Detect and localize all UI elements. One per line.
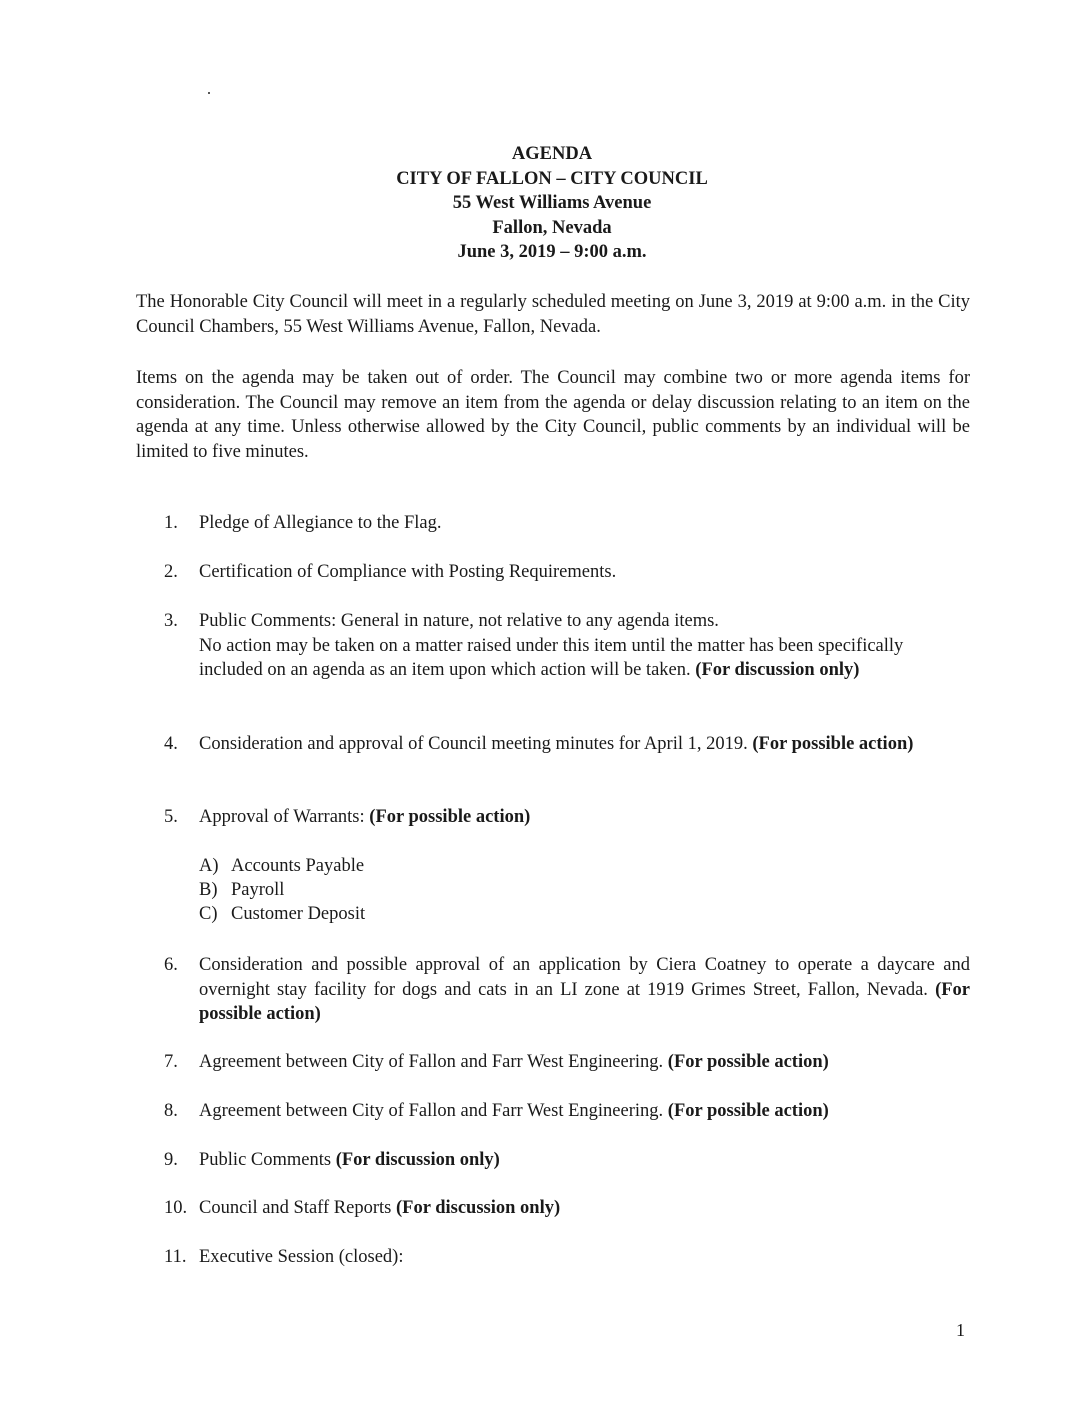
item-text: Executive Session (closed): [199, 1247, 404, 1267]
header-date: June 3, 2019 – 9:00 a.m. [457, 242, 647, 262]
agenda-item-2 [164, 560, 970, 585]
item-number: 3. [164, 611, 178, 631]
item-text: Agreement between City of Fallon and Farr West Engineering. [199, 1101, 664, 1121]
item-text: Agreement between City of Fallon and Farr West Engineering. [199, 1052, 664, 1072]
scan-speck [208, 92, 210, 94]
item-action: (For possible action) [199, 979, 970, 1024]
item-number: 7. [164, 1052, 178, 1072]
agenda-item-4 [164, 732, 970, 757]
item-number: 4. [164, 734, 178, 754]
agenda-item-1 [164, 511, 970, 536]
agenda-header [0, 142, 1082, 265]
sub-item-text: Accounts Payable [231, 856, 365, 876]
item-number: 6. [164, 955, 178, 975]
item-action: (For possible action) [752, 734, 914, 754]
item-action: (For discussion only) [335, 1150, 500, 1170]
item-number: 10. [164, 1198, 188, 1218]
agenda-item-3 [164, 609, 970, 683]
agenda-item-8 [164, 1099, 970, 1124]
header-city: Fallon, Nevada [492, 217, 612, 238]
item-number: 1. [164, 513, 178, 533]
item-text: Public Comments [199, 1150, 332, 1170]
item-number: 11. [164, 1247, 187, 1267]
sub-item-letter: C) [199, 904, 218, 924]
item-text: Certification of Compliance with Posting Requirements. [199, 562, 617, 582]
item-action: (For possible action) [667, 1052, 829, 1072]
sub-item-a [199, 854, 364, 879]
header-organization: CITY OF FALLON – CITY COUNCIL [396, 168, 708, 189]
item-text: Approval of Warrants: [199, 807, 365, 827]
item-action: (For discussion only) [395, 1198, 561, 1218]
page-number: 1 [956, 1320, 965, 1340]
item-number: 5. [164, 807, 178, 827]
intro-paragraph-1: The Honorable City Council will meet in a regularly scheduled meeting on June 3, 2019 at 9:00 a.m. in the City Council Chambers, 55 West Williams Avenue, Fallon, Nevada. [136, 292, 970, 337]
item-action: (For discussion only) [695, 660, 860, 680]
item-text: Consideration and approval of Council meeting minutes for April 1, 2019. [199, 734, 748, 754]
item-number: 8. [164, 1101, 178, 1121]
item-detail: No action may be taken on a matter raised under this item until the matter has been specifically included on an agenda as an item upon which action will be taken. [199, 635, 904, 680]
item-number: 9. [164, 1150, 178, 1170]
agenda-item-5 [164, 805, 970, 830]
sub-item-text: Payroll [231, 880, 285, 900]
header-address: 55 West Williams Avenue [452, 193, 652, 213]
item-text: Council and Staff Reports [199, 1198, 392, 1218]
item-text: Public Comments: General in nature, not relative to any agenda items. [199, 611, 719, 631]
item-action: (For possible action) [369, 807, 531, 827]
item-text: Consideration and possible approval of an application by Ciera Coatney to operate a daycare and overnight stay facility for dogs and cats in an LI zone at 1919 Grimes Street, Fallon, Nevada. [199, 955, 970, 1000]
sub-item-c [199, 902, 365, 927]
agenda-item-11 [164, 1245, 970, 1270]
sub-item-letter: B) [199, 880, 218, 900]
item-text: Pledge of Allegiance to the Flag. [199, 513, 442, 533]
sub-item-letter: A) [199, 856, 219, 876]
agenda-item-7 [164, 1050, 970, 1075]
item-action: (For possible action) [667, 1101, 829, 1121]
header-title: AGENDA [511, 144, 593, 164]
sub-item-text: Customer Deposit [231, 904, 366, 924]
agenda-item-6 [164, 953, 970, 1027]
intro-paragraph-2: Items on the agenda may be taken out of order. The Council may combine two or more agenda items for consideration. The Council may remove an item from the agenda or delay discussion relating to an item on the agenda at any time. Unless otherwise allowed by the City Council, public comments by an individual will be limited to five minutes. [136, 368, 970, 462]
sub-item-b [199, 878, 284, 903]
item-number: 2. [164, 562, 178, 582]
agenda-item-9 [164, 1148, 970, 1173]
agenda-item-10 [164, 1196, 970, 1221]
